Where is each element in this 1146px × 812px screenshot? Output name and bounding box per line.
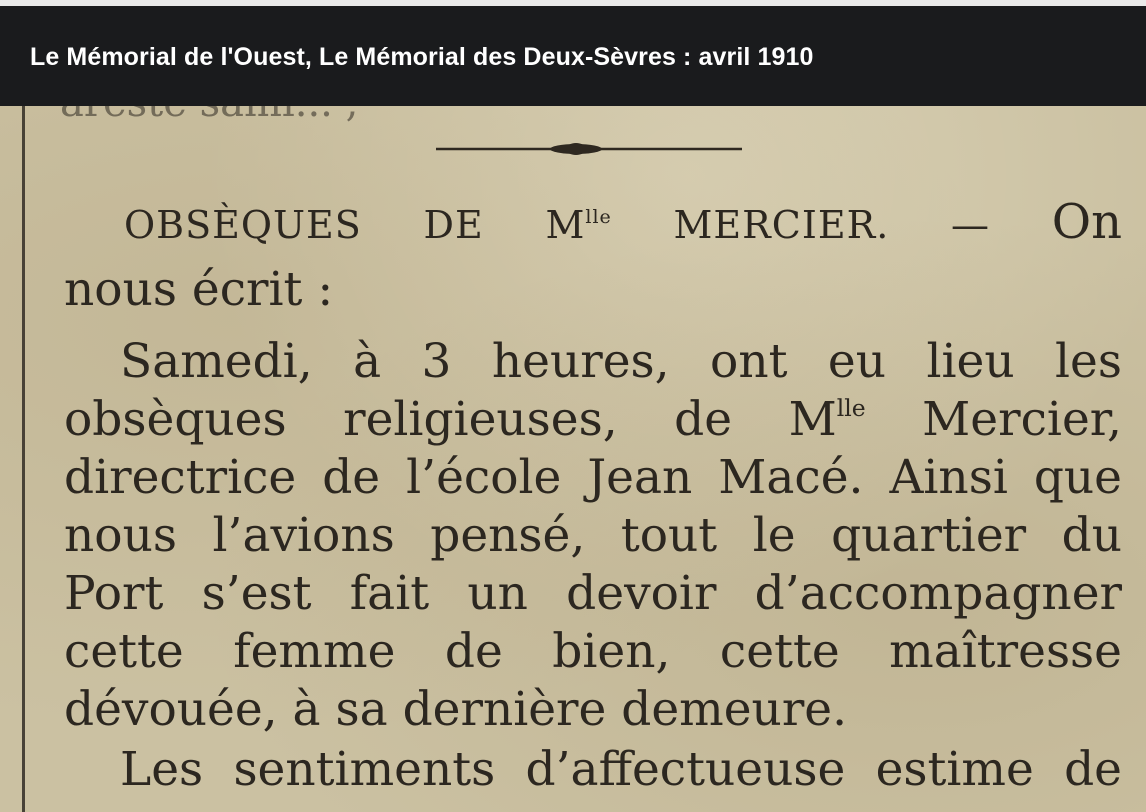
heading-suffix: MERCIER. —	[611, 203, 1052, 247]
page-title: Le Mémorial de l'Ouest, Le Mémorial des Deux-Sèvres : avril 1910	[30, 43, 814, 71]
article-line-5: nous l’avions pensé, tout le quartier du	[64, 508, 1122, 563]
heading-superscript: lle	[585, 205, 612, 228]
article-line-8: dévouée, à sa dernière demeure.	[64, 682, 848, 737]
title-bar	[0, 6, 1146, 106]
column-rule	[22, 106, 25, 812]
article-line-1: nous écrit :	[64, 262, 334, 317]
article-line-9: Les sentiments d’affectueuse estime de	[120, 742, 1122, 797]
newspaper-clipping	[0, 106, 1146, 812]
line-3-superscript: lle	[836, 394, 866, 423]
ornamental-divider-icon	[436, 142, 742, 156]
article-heading	[124, 194, 1122, 253]
article-line-4: directrice de l’école Jean Macé. Ainsi que	[64, 450, 1122, 505]
article-line-2: Samedi, à 3 heures, ont eu lieu les	[120, 334, 1122, 389]
article-line-7: cette femme de bien, cette maîtresse	[64, 624, 1122, 679]
article-line-6: Port s’est fait un devoir d’accompagner	[64, 566, 1122, 621]
heading-tail: On	[1051, 194, 1123, 250]
heading-prefix: OBSÈQUES DE M	[124, 203, 586, 247]
line-3-after: Mercier,	[865, 392, 1123, 447]
article-line-3	[64, 394, 1122, 446]
line-3-before: obsèques religieuses, de M	[64, 392, 837, 447]
